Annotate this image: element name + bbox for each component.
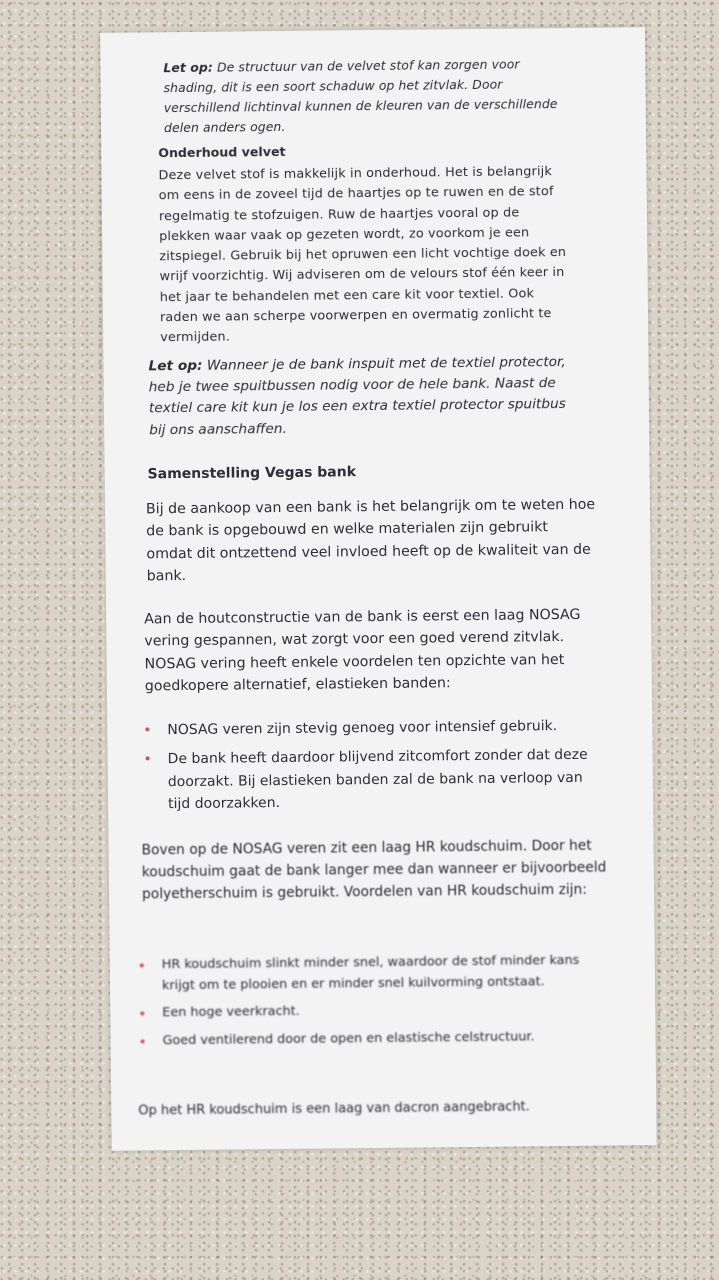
samenstelling-paragraph-3: Boven op de NOSAG veren zit een laag HR koudschuim. Door het koudschuim gaat de bank langer mee dan wanneer er bijvoorbeeld polyetherschuim is gebruikt. Voordelen van HR koudschuim zijn: xyxy=(141,837,607,903)
list-item-text: HR koudschuim slinkt minder snel, waardoor de stof minder kans krijgt om te plooien en er minder snel kuilvorming ontstaat. xyxy=(161,952,580,993)
onderhoud-paragraph: Deze velvet stof is makkelijk in onderhoud. Het is belangrijk om eens in de zoveel tijd de haartjes op te ruwen en de stof regelmatig te stofzuigen. Ruw de haartjes vooral op de plekken waar vaak op gezeten wordt, zo voorkom je een zitspiegel. Gebruik bij het opruwen een licht vochtige doek en wrijf voorzichtig. Wij adviseren om de velours stof één keer in het jaar te behandelen met een care kit voor textiel. Ook raden we aan scherpe voorwerpen en overmatig zonlicht te vermijden. xyxy=(158,164,567,346)
list-item-text: NOSAG veren zijn stevig genoeg voor intensief gebruik. xyxy=(167,718,558,739)
closing-paragraph: Op het HR koudschuim is een laag van dacron aangebracht. xyxy=(138,1099,530,1119)
intro-note xyxy=(163,54,559,138)
bullet-icon xyxy=(145,727,149,731)
list-item xyxy=(140,1026,610,1051)
bullet-icon xyxy=(140,1011,144,1015)
list-item-text: De bank heeft daardoor blijvend zitcomfort zonder dat deze doorzakt. Bij elastieken banden zal de bank na verloop van tijd doorzakken. xyxy=(167,747,588,813)
list-item xyxy=(140,999,610,1024)
samenstelling-paragraph-1: Bij de aankoop van een bank is het belangrijk om te weten hoe de bank is opgebouwd en welke materialen zijn gebruikt omdat dit ontzettend veel invloed heeft op de kwaliteit van de bank. xyxy=(145,496,596,585)
bullet-icon xyxy=(141,1039,145,1043)
document-page xyxy=(100,27,657,1151)
bullet-icon xyxy=(146,757,150,761)
samenstelling-paragraph-2: Aan de houtconstructie van de bank is eerst een laag NOSAG vering gespannen, wat zorgt voor een goed verend zitvlak. NOSAG vering heeft enkele voordelen ten opzichte van het goedkopere alternatief, elastieken banden: xyxy=(144,606,581,695)
list-item xyxy=(140,951,610,997)
intro-note-lead: Let op: xyxy=(163,59,214,76)
list-item-text: Goed ventilerend door de open en elastische celstructuur. xyxy=(162,1028,535,1048)
nosag-benefits-list xyxy=(145,715,606,823)
list-item xyxy=(145,715,605,742)
onderhoud-heading: Onderhoud velvet xyxy=(158,143,286,161)
bullet-icon xyxy=(140,963,144,967)
list-item xyxy=(146,744,607,816)
protector-note-text: Wanneer je de bank inspuit met de textiel protector, heb je twee spuitbussen nodig voor de hele bank. Naast de textiel care kit kun je los een extra textiel protector spuitbus bij ons aanschaffen. xyxy=(148,353,566,438)
samenstelling-heading: Samenstelling Vegas bank xyxy=(147,464,357,483)
protector-note xyxy=(148,352,579,441)
hr-benefits-list xyxy=(140,951,611,1059)
intro-note-text: De structuur van de velvet stof kan zorgen voor shading, dit is een soort schaduw op het zitvlak. Door verschillend lichtinval kunnen de kleuren van de verschillende delen anders ogen. xyxy=(163,56,558,136)
protector-note-lead: Let op: xyxy=(148,357,203,375)
list-item-text: Een hoge veerkracht. xyxy=(162,1003,300,1021)
